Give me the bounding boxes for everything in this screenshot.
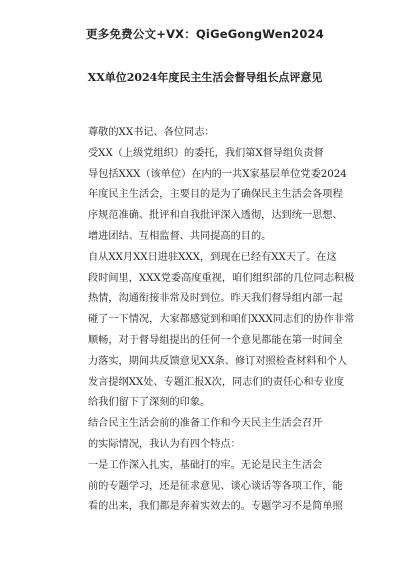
text-line: 给我们留下了深刻的印象。	[88, 397, 211, 409]
text-line: 碰了一下情况，大家都感觉到和咱们XXX同志们的协作非常	[88, 314, 355, 326]
text-line: 发言提纲XX处、专题汇报X次，同志们的责任心和专业度	[88, 376, 345, 388]
text-line: 一是工作深入扎实，基础打的牢。无论是民主生活会	[88, 459, 323, 471]
document-title: XX单位2024年度民主生活会督导组长点评意见	[87, 71, 323, 84]
text-line: 顺畅，对于督导组提出的任何一个意见都能在第一时间全	[88, 334, 343, 346]
text-line: 序规范准确、批评和自我批评深入透彻，达到统一思想、	[88, 210, 343, 222]
text-line: 段时间里，XXX党委高度重视，咱们组织部的几位同志积极	[88, 272, 355, 284]
text-line: 受XX（上级党组织）的委托，我们第X督导组负责督	[88, 147, 324, 159]
text-line: 看的出来，我们都是奔着实效去的。专题学习不是简单照	[88, 501, 343, 513]
document-body	[88, 123, 355, 518]
text-line: 的实际情况，我认为有四个特点：	[88, 438, 241, 450]
text-line: 结合民主生活会前的准备工作和今天民主生活会召开	[88, 418, 323, 430]
text-line: 增进团结、互相监督、共同提高的目的。	[88, 230, 272, 242]
text-line: 年度民主生活会，主要目的是为了确保民主生活会各项程	[88, 189, 343, 201]
text-line: 力落实，期间共反馈意见XX条、修订对照检查材料和个人	[88, 355, 348, 367]
promo-header: 更多免费公文+VX：QiGeGongWen2024	[86, 27, 324, 41]
text-line: 导包括XXX（该单位）在内的一共X家基层单位党委2024	[88, 168, 347, 180]
text-line: 自从XX月XX日进驻XXX，到现在已经有XX天了。在这	[88, 251, 337, 263]
text-line: 前的专题学习，还是征求意见、谈心谈话等各项工作，能	[88, 480, 343, 492]
text-line: 热情，沟通衔接非常及时到位。昨天我们督导组内部一起	[88, 293, 343, 305]
text-line: 尊敬的XX书记、各位同志：	[88, 127, 215, 138]
